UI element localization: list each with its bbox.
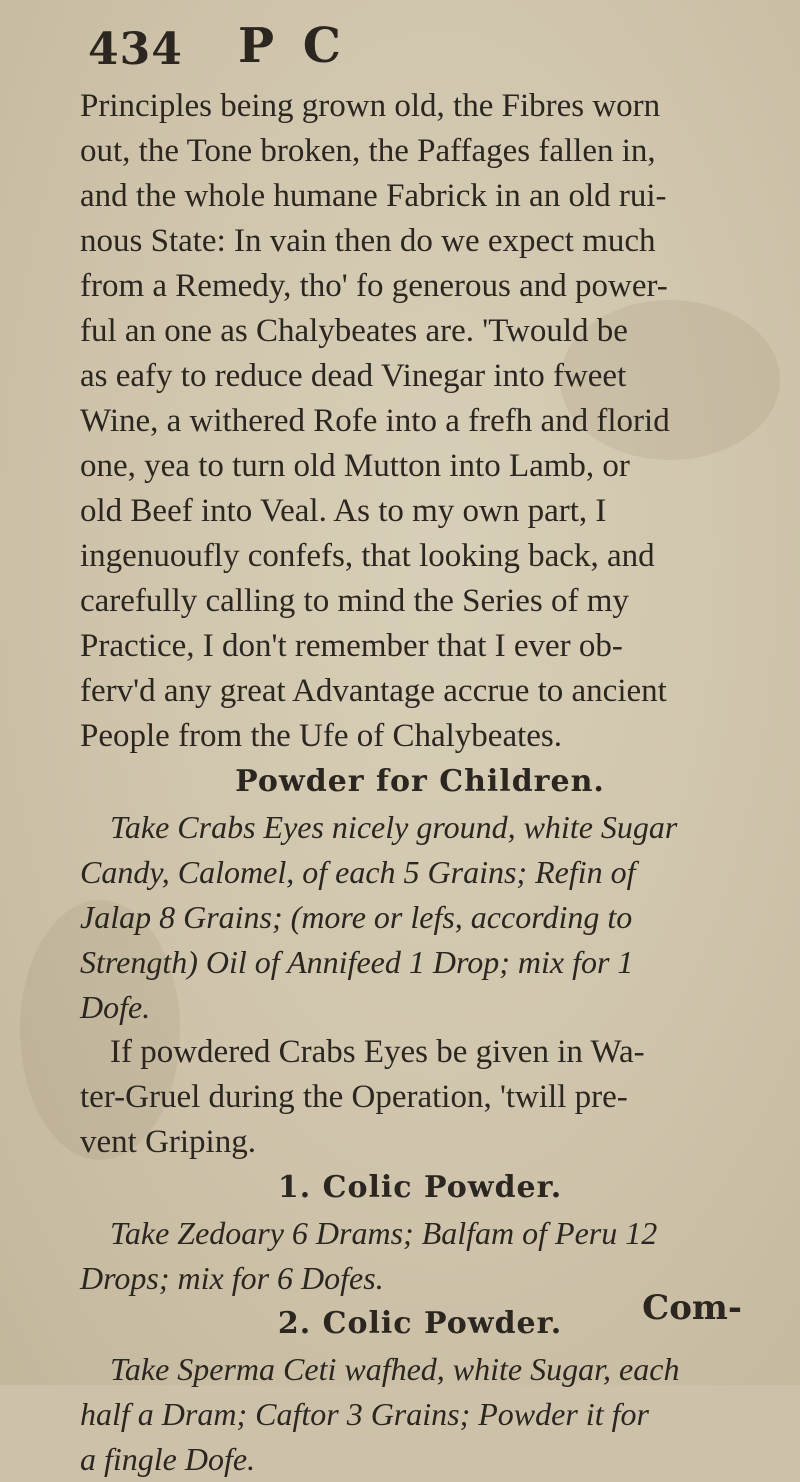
page-header	[70, 18, 760, 88]
recipe-colic-powder-2	[80, 1301, 760, 1482]
text-line: one, yea to turn old Mutton into Lamb, or	[80, 448, 630, 484]
recipe-line: Take Zedoary 6 Drams; Balfam of Peru 12	[110, 1215, 658, 1251]
text-line: old Beef into Veal. As to my own part, I	[80, 493, 607, 529]
signature-mark: P C	[238, 18, 348, 74]
text-line: Wine, a withered Rofe into a frefh and florid	[80, 403, 670, 439]
text-line: ful an one as Chalybeates are. 'Twould be	[80, 313, 628, 349]
recipe-line: Candy, Calomel, of each 5 Grains; Refin of	[80, 854, 636, 890]
recipe-heading: 1. Colic Powder.	[277, 1170, 563, 1205]
text-line: as eafy to reduce dead Vinegar into fweet	[80, 358, 627, 394]
paragraph-1	[80, 84, 760, 759]
recipe-heading: 2. Colic Powder.	[277, 1306, 563, 1341]
text-line: People from the Ufe of Chalybeates.	[80, 718, 563, 754]
paragraph-2	[80, 1030, 760, 1165]
text-line: from a Remedy, tho' fo generous and power-	[80, 268, 668, 304]
recipe-line: half a Dram; Caftor 3 Grains; Powder it for	[80, 1396, 649, 1432]
text-line: nous State: In vain then do we expect much	[80, 223, 656, 259]
catchword: Com-	[642, 1288, 742, 1328]
text-line: ingenuoufly confefs, that looking back, and	[80, 538, 655, 574]
recipe-line: Dofe.	[80, 989, 151, 1025]
recipe-line: Jalap 8 Grains; (more or lefs, according to	[80, 899, 633, 935]
text-block	[80, 84, 760, 1482]
recipe-line: Take Sperma Ceti wafhed, white Sugar, each	[110, 1351, 680, 1387]
recipe-line: Drops; mix for 6 Dofes.	[80, 1260, 384, 1296]
text-line: If powdered Crabs Eyes be given in Wa-	[110, 1034, 645, 1070]
text-line: out, the Tone broken, the Paffages fallen in,	[80, 133, 656, 169]
recipe-children-powder	[80, 759, 760, 1030]
text-line: Practice, I don't remember that I ever ob-	[80, 628, 623, 664]
recipe-heading: Powder for Children.	[235, 764, 605, 799]
text-line: ter-Gruel during the Operation, 'twill pre-	[80, 1079, 628, 1115]
text-line: vent Griping.	[80, 1124, 256, 1160]
text-line: ferv'd any great Advantage accrue to ancient	[80, 673, 667, 709]
text-line: and the whole humane Fabrick in an old rui-	[80, 178, 667, 214]
recipe-line: Take Crabs Eyes nicely ground, white Sugar	[110, 809, 678, 845]
recipe-line: a fingle Dofe.	[80, 1441, 256, 1477]
text-line: Principles being grown old, the Fibres worn	[80, 88, 661, 124]
page-number: 434	[88, 24, 183, 75]
text-line: carefully calling to mind the Series of my	[80, 583, 629, 619]
recipe-colic-powder-1	[80, 1165, 760, 1301]
recipe-line: Strength) Oil of Annifeed 1 Drop; mix for 1	[80, 944, 634, 980]
